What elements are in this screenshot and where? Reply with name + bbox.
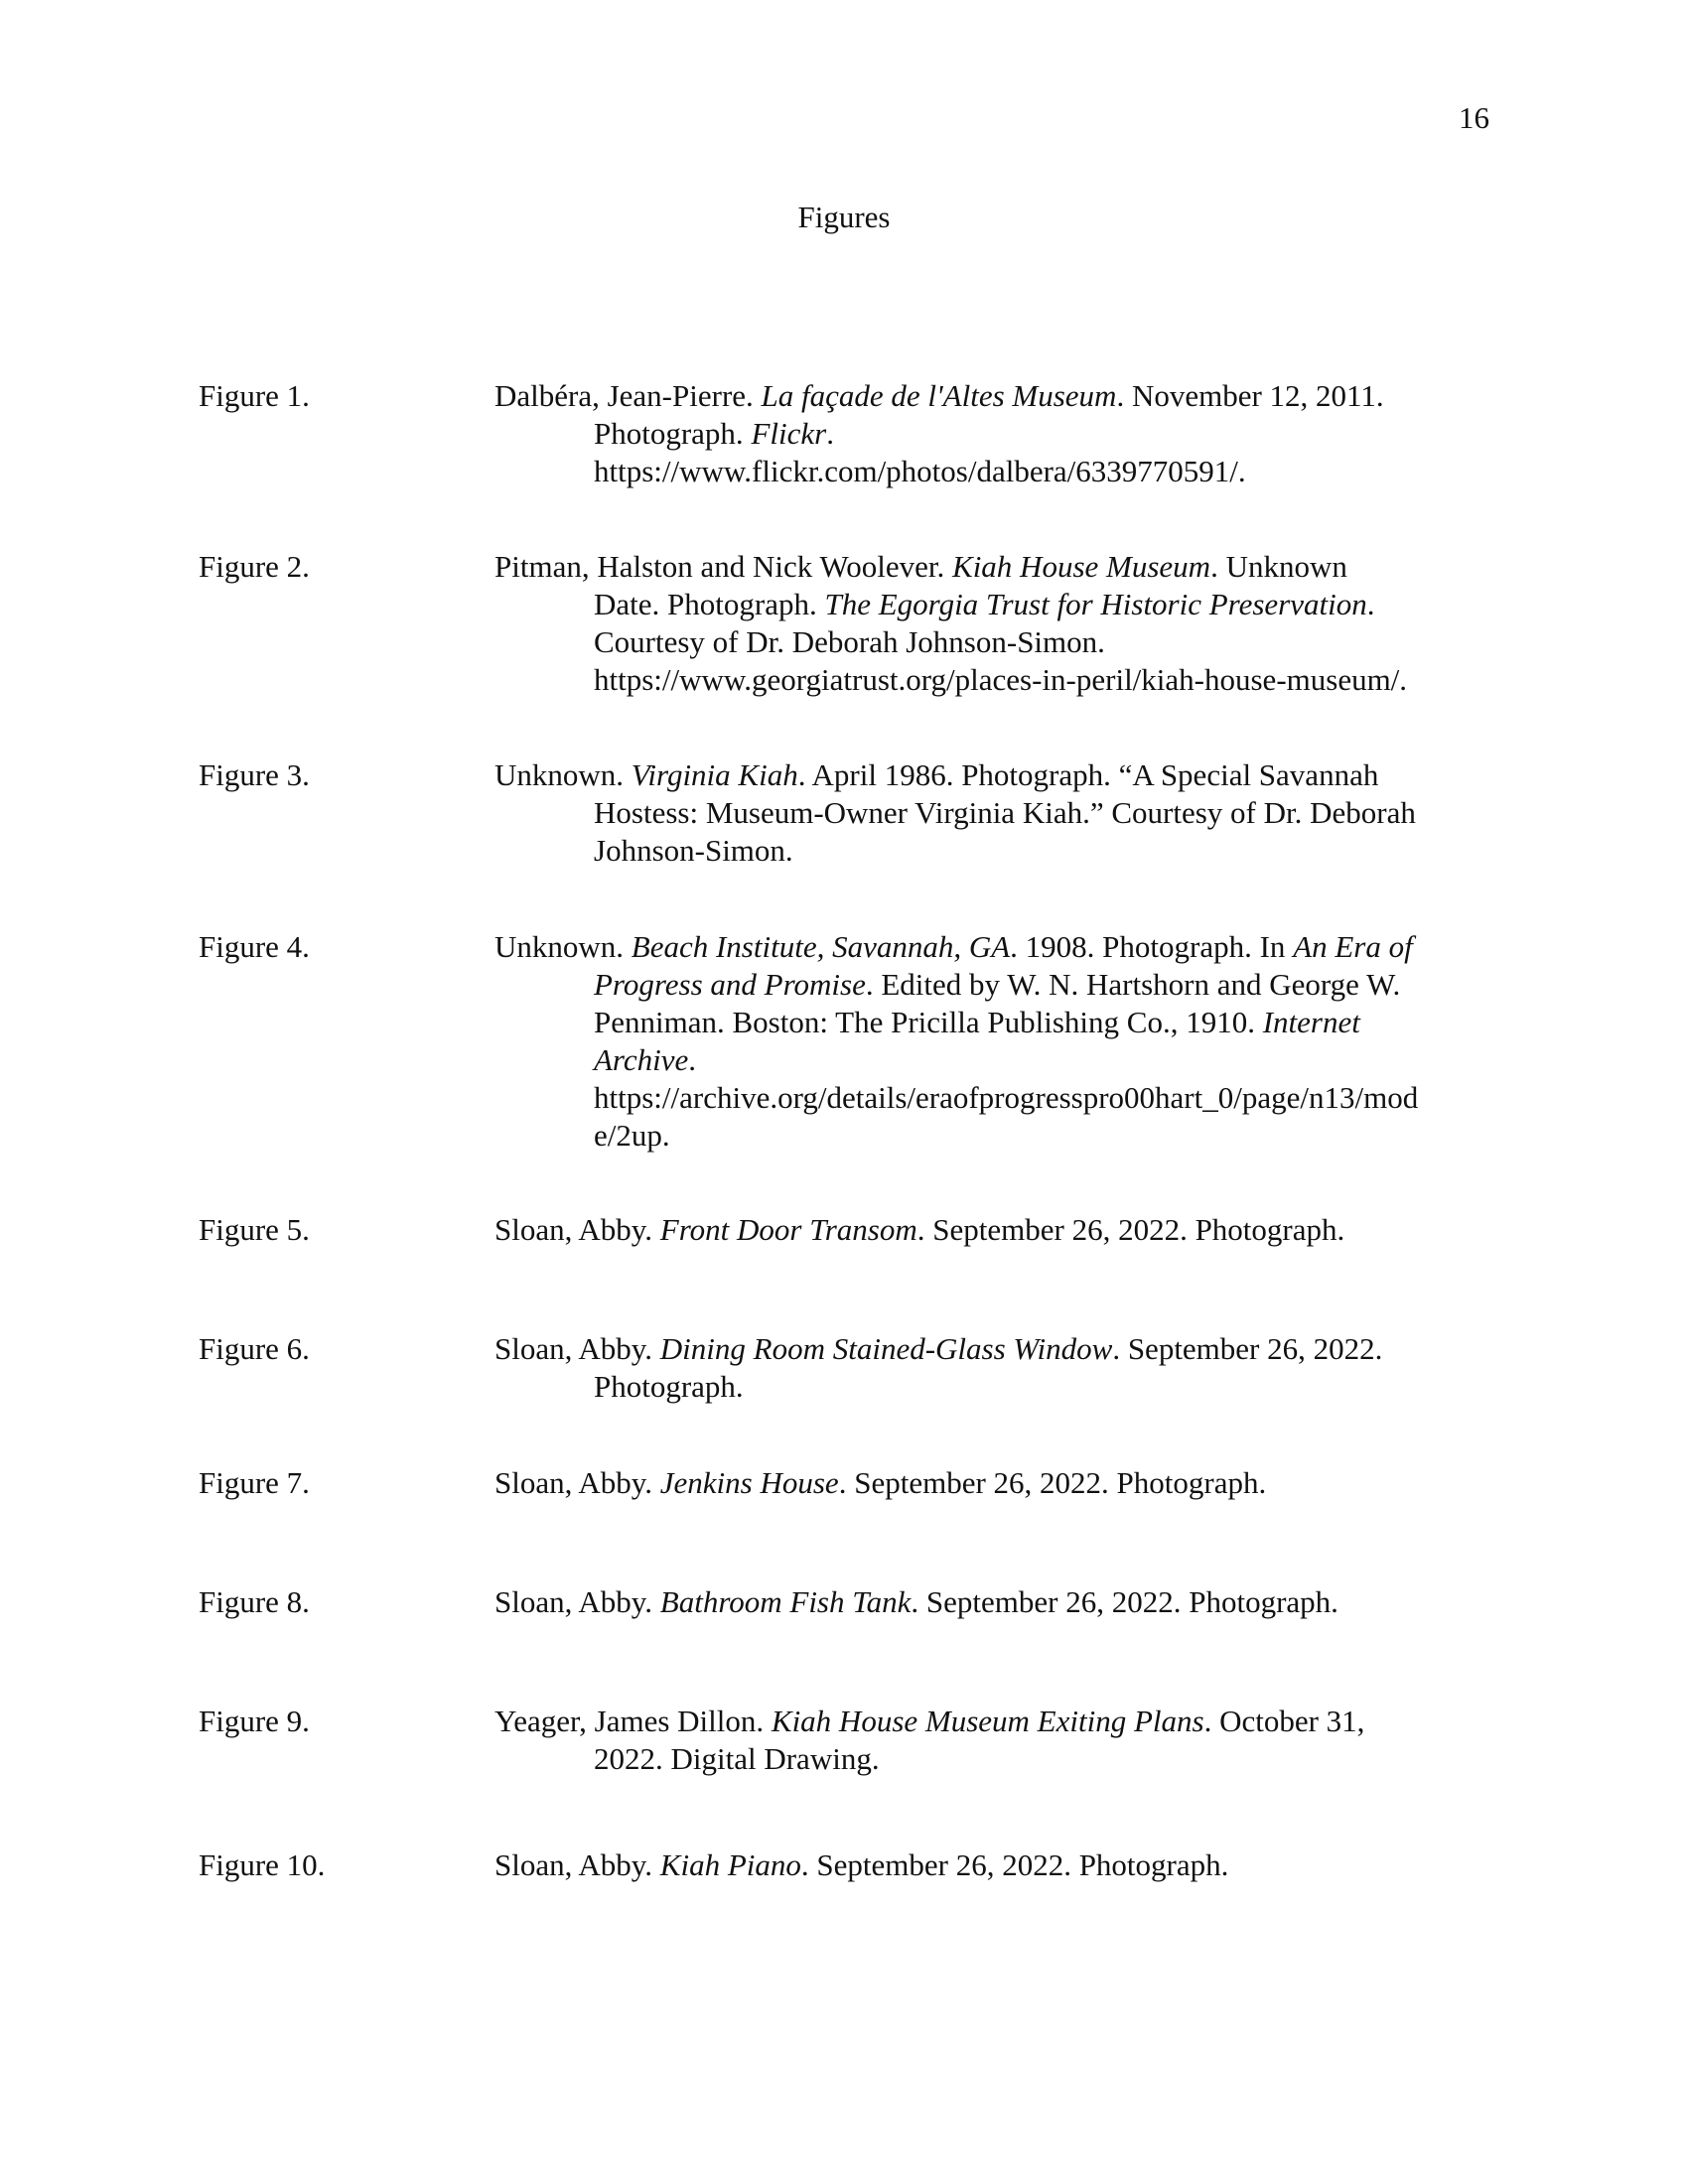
citation-text: Dalbéra, Jean-Pierre. xyxy=(494,378,762,413)
figure-citation xyxy=(494,928,1489,1155)
citation-title-text: Internet xyxy=(1262,1005,1360,1039)
citation-line xyxy=(494,794,1489,832)
citation-line xyxy=(494,1211,1489,1249)
citation-line xyxy=(494,1004,1489,1041)
citation-line xyxy=(494,832,1489,870)
figure-label: Figure 6. xyxy=(199,1331,310,1366)
figure-label: Figure 2. xyxy=(199,549,310,584)
citation-line xyxy=(494,1041,1489,1079)
citation-title-text: Virginia Kiah xyxy=(631,757,798,792)
citation-text: . April 1986. Photograph. “A Special Savannah xyxy=(797,757,1379,792)
citation-line xyxy=(494,1368,1489,1406)
citation-line xyxy=(494,1583,1489,1621)
citation-text: Photograph. xyxy=(594,1369,744,1404)
citation-line xyxy=(494,377,1489,415)
citation-line xyxy=(494,623,1489,661)
citation-text: https://www.georgiatrust.org/places-in-peril/kiah-house-museum/. xyxy=(594,662,1408,697)
citation-title-text: Progress and Promise xyxy=(594,967,866,1002)
citation-text: . xyxy=(688,1042,696,1077)
figure-label: Figure 8. xyxy=(199,1584,310,1619)
figure-citation xyxy=(494,1846,1489,1884)
citation-text: https://archive.org/details/eraofprogresspro00hart_0/page/n13/mod xyxy=(594,1080,1419,1115)
citation-title-text: Jenkins House xyxy=(659,1465,839,1500)
citation-text: . September 26, 2022. Photograph. xyxy=(911,1584,1338,1619)
figure-label: Figure 10. xyxy=(199,1847,326,1882)
citation-text: Yeager, James Dillon. xyxy=(494,1704,772,1738)
citation-text: Hostess: Museum-Owner Virginia Kiah.” Courtesy of Dr. Deborah xyxy=(594,795,1416,830)
citation-line xyxy=(494,756,1489,794)
citation-text: Sloan, Abby. xyxy=(494,1212,660,1247)
citation-text: 2022. Digital Drawing. xyxy=(594,1741,880,1776)
citation-text: Sloan, Abby. xyxy=(494,1584,660,1619)
citation-line xyxy=(494,453,1489,490)
figure-label: Figure 5. xyxy=(199,1212,310,1247)
page-title: Figures xyxy=(797,200,891,234)
citation-text: Johnson-Simon. xyxy=(594,833,793,868)
figure-label: Figure 1. xyxy=(199,378,310,413)
citation-title-text: Kiah House Museum Exiting Plans xyxy=(771,1704,1204,1738)
citation-title-text: The Egorgia Trust for Historic Preservation xyxy=(824,587,1367,621)
citation-line xyxy=(494,928,1489,966)
figure-label: Figure 7. xyxy=(199,1465,310,1500)
citation-line xyxy=(494,1464,1489,1502)
citation-text: Pitman, Halston and Nick Woolever. xyxy=(494,549,953,584)
citation-text: . November 12, 2011. xyxy=(1116,378,1384,413)
citation-text: Date. Photograph. xyxy=(594,587,825,621)
citation-text: Sloan, Abby. xyxy=(494,1465,660,1500)
citation-text: . xyxy=(1366,587,1375,621)
figure-citation xyxy=(494,548,1489,699)
citation-text: . xyxy=(826,416,834,451)
citation-text: . September 26, 2022. Photograph. xyxy=(838,1465,1267,1500)
citation-line xyxy=(494,661,1489,699)
citation-line xyxy=(494,548,1489,586)
figure-label: Figure 9. xyxy=(199,1704,310,1738)
figure-citation xyxy=(494,756,1489,870)
citation-text: Unknown. xyxy=(494,757,632,792)
citation-text: Penniman. Boston: The Pricilla Publishing Co., 1910. xyxy=(594,1005,1263,1039)
citation-title-text: Beach Institute, Savannah, GA xyxy=(631,929,1011,964)
citation-text: e/2up. xyxy=(594,1118,670,1153)
figure-citation xyxy=(494,1464,1489,1502)
citation-title-text: Flickr xyxy=(751,416,827,451)
citation-line xyxy=(494,1330,1489,1368)
citation-text: . October 31, xyxy=(1203,1704,1365,1738)
figure-citation xyxy=(494,1583,1489,1621)
citation-line xyxy=(494,966,1489,1004)
citation-line xyxy=(494,1117,1489,1155)
citation-title-text: Bathroom Fish Tank xyxy=(659,1584,912,1619)
citation-text: Photograph. xyxy=(594,416,752,451)
citation-title-text: Front Door Transom xyxy=(659,1212,917,1247)
citation-title-text: Archive xyxy=(594,1042,689,1077)
citation-title-text: La façade de l'Altes Museum xyxy=(761,378,1117,413)
citation-text: Sloan, Abby. xyxy=(494,1331,660,1366)
citation-text: . Unknown xyxy=(1210,549,1347,584)
citation-text: Sloan, Abby. xyxy=(494,1847,660,1882)
citation-text: . September 26, 2022. Photograph. xyxy=(916,1212,1345,1247)
citation-line xyxy=(494,586,1489,623)
citation-line xyxy=(494,1703,1489,1740)
figure-citation xyxy=(494,1211,1489,1249)
citation-title-text: Kiah House Museum xyxy=(952,549,1211,584)
citation-text: . 1908. Photograph. In xyxy=(1010,929,1294,964)
citation-text: https://www.flickr.com/photos/dalbera/6339770591/. xyxy=(594,454,1246,488)
figure-citation xyxy=(494,377,1489,490)
citation-text: . September 26, 2022. Photograph. xyxy=(800,1847,1229,1882)
citation-line xyxy=(494,1846,1489,1884)
citation-text: Courtesy of Dr. Deborah Johnson-Simon. xyxy=(594,624,1105,659)
figure-label: Figure 3. xyxy=(199,757,310,792)
citation-title-text: Dining Room Stained-Glass Window xyxy=(659,1331,1113,1366)
citation-title-text: An Era of xyxy=(1293,929,1413,964)
page-number: 16 xyxy=(1459,100,1489,135)
figure-label: Figure 4. xyxy=(199,929,310,964)
citation-line xyxy=(494,1079,1489,1117)
figure-citation xyxy=(494,1330,1489,1406)
citation-line xyxy=(494,415,1489,453)
figure-citation xyxy=(494,1703,1489,1778)
citation-line xyxy=(494,1740,1489,1778)
citation-text: . September 26, 2022. xyxy=(1112,1331,1383,1366)
citation-title-text: Kiah Piano xyxy=(659,1847,801,1882)
citation-text: Unknown. xyxy=(494,929,632,964)
citation-text: . Edited by W. N. Hartshorn and George W. xyxy=(865,967,1401,1002)
